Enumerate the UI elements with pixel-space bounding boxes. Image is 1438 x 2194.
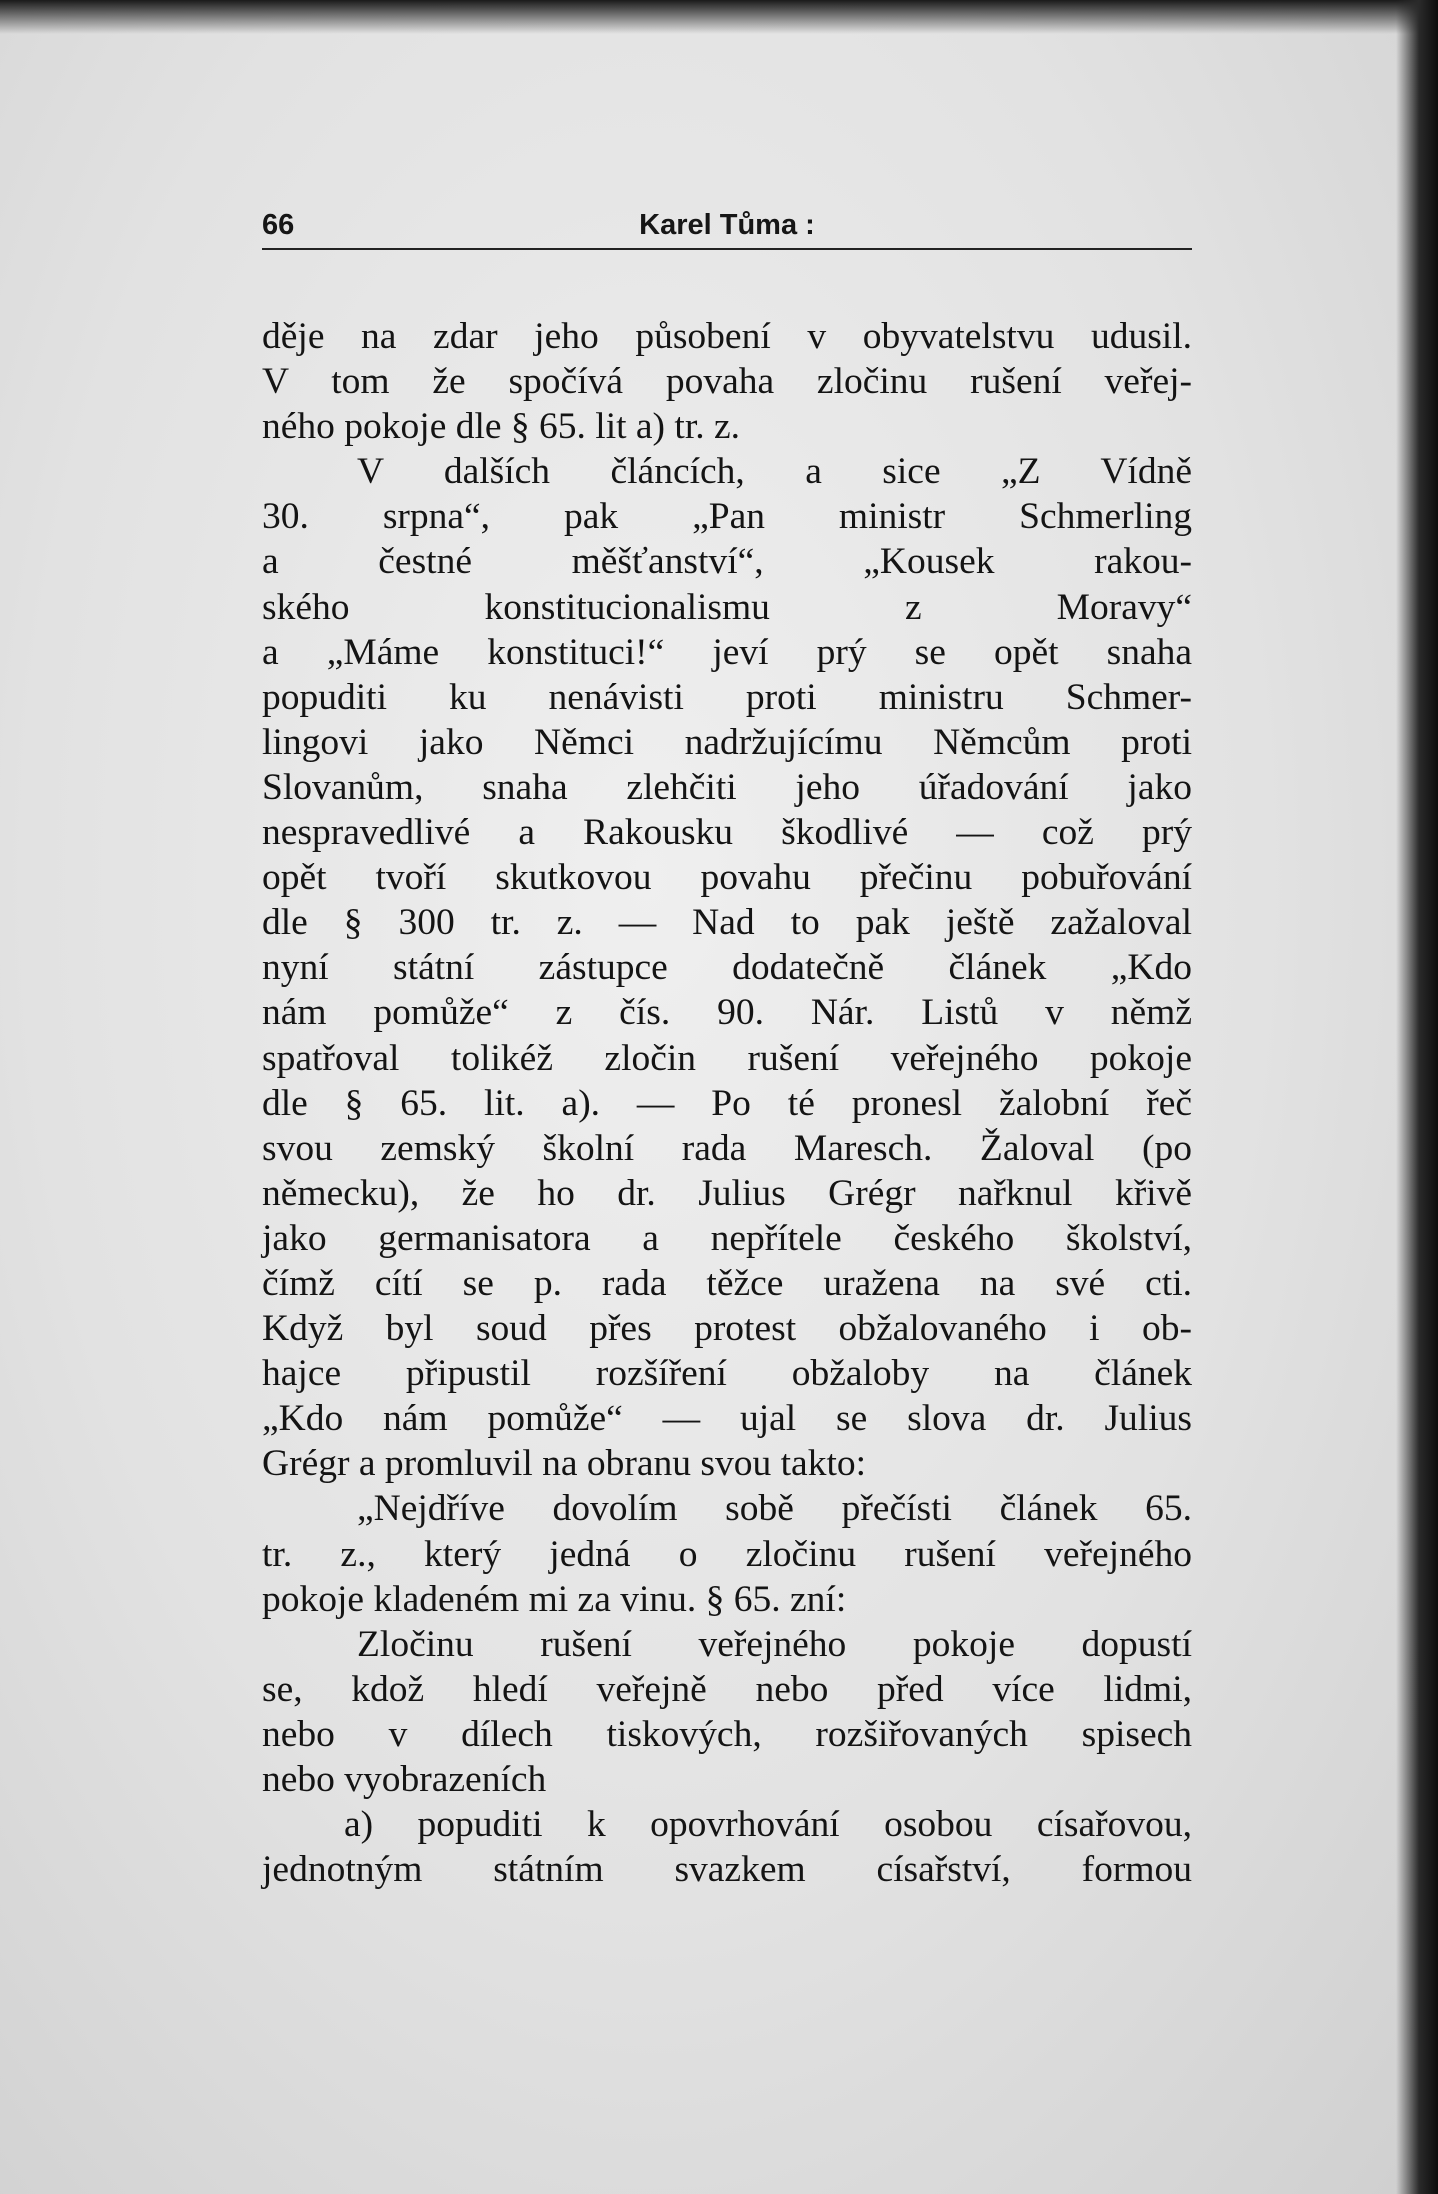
- text-line: dle § 65. lit. a). — Po té pronesl žalobní řeč: [262, 1082, 1192, 1124]
- text-line: hajce připustil rozšíření obžaloby na článek: [262, 1353, 1192, 1395]
- running-title: Karel Tůma :: [639, 209, 815, 241]
- text-line: jednotným státním svazkem císařství, formou: [262, 1849, 1192, 1891]
- text-line: Když byl soud přes protest obžalovaného i ob-: [262, 1308, 1192, 1350]
- text-line: Grégr a promluvil na obranu svou takto:: [262, 1443, 867, 1485]
- running-head: [262, 200, 1192, 250]
- text-line: nebo v dílech tiskových, rozšiřovaných spisech: [262, 1713, 1192, 1755]
- text-line: nyní státní zástupce dodatečně článek „Kdo: [262, 947, 1192, 989]
- text-line: ného pokoje dle § 65. lit a) tr. z.: [262, 406, 741, 448]
- text-line: V dalších článcích, a sice „Z Vídně: [357, 451, 1192, 493]
- text-line: svou zemský školní rada Maresch. Žaloval (po: [262, 1127, 1192, 1169]
- text-line: tr. z., který jedná o zločinu rušení veřejného: [262, 1533, 1192, 1575]
- text-line: lingovi jako Němci nadržujícímu Němcům proti: [262, 721, 1192, 763]
- text-line: pokoje kladeném mi za vinu. § 65. zní:: [262, 1578, 847, 1620]
- text-line: čímž cítí se p. rada těžce uražena na své cti.: [262, 1262, 1192, 1304]
- text-line: a „Máme konstituci!“ jeví prý se opět snaha: [262, 631, 1192, 673]
- text-line: nespravedlivé a Rakousku škodlivé — což prý: [262, 812, 1192, 854]
- text-line: popuditi ku nenávisti proti ministru Schmer-: [262, 676, 1192, 718]
- text-line: „Nejdříve dovolím sobě přečísti článek 65.: [357, 1488, 1192, 1530]
- book-page: [262, 200, 1192, 1892]
- scan-right-edge: [1396, 0, 1438, 2194]
- text-line: děje na zdar jeho působení v obyvatelstvu udusil.: [262, 316, 1192, 357]
- text-line: nebo vyobrazeních: [262, 1759, 547, 1800]
- text-line: a) popuditi k opovrhování osobou císařovou,: [344, 1804, 1192, 1846]
- page-body-text: [262, 314, 1192, 1892]
- text-line: 30. srpna“, pak „Pan ministr Schmerling: [262, 496, 1192, 538]
- text-line: a čestné měšťanství“, „Kousek rakou-: [262, 541, 1192, 583]
- text-line: opět tvoří skutkovou povahu přečinu pobuřování: [262, 857, 1192, 899]
- text-line: V tom že spočívá povaha zločinu rušení veřej-: [262, 361, 1192, 403]
- text-line: „Kdo nám pomůže“ — ujal se slova dr. Julius: [262, 1398, 1192, 1440]
- text-line: ského konstitucionalismu z Moravy“: [262, 586, 1192, 628]
- text-line: jako germanisatora a nepřítele českého školství,: [262, 1217, 1192, 1259]
- text-line: Slovanům, snaha zlehčiti jeho úřadování jako: [262, 766, 1192, 808]
- text-line: nám pomůže“ z čís. 90. Nár. Listů v němž: [262, 992, 1192, 1034]
- text-line: spatřoval tolikéž zločin rušení veřejného pokoje: [262, 1037, 1192, 1079]
- text-line: Zločinu rušení veřejného pokoje dopustí: [357, 1623, 1192, 1665]
- scan-top-shadow: [0, 0, 1438, 34]
- text-line: se, kdož hledí veřejně nebo před více lidmi,: [262, 1668, 1192, 1710]
- text-line: dle § 300 tr. z. — Nad to pak ještě zažaloval: [262, 902, 1192, 944]
- page-number: 66: [262, 209, 295, 241]
- text-line: německu), že ho dr. Julius Grégr nařknul křivě: [262, 1172, 1192, 1214]
